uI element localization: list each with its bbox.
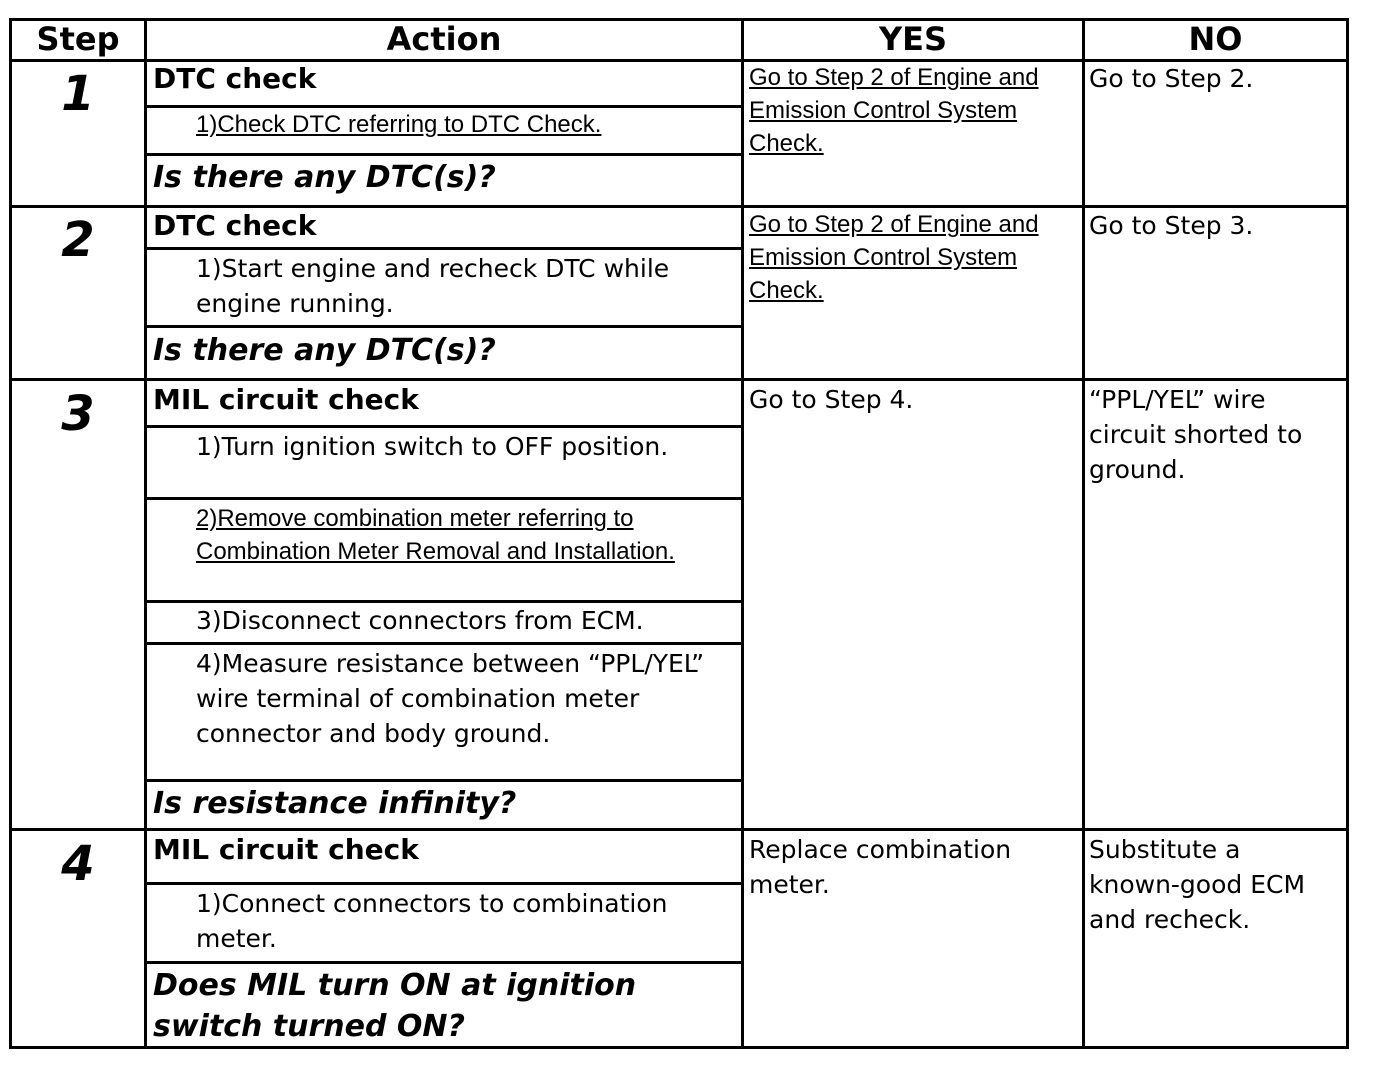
no-action: Go to Step 2. [1089, 64, 1254, 93]
step-title: DTC check [153, 62, 317, 95]
column-divider [144, 18, 147, 1049]
step-question: Is there any DTC(s)? [153, 160, 496, 195]
substep: 3)Disconnect connectors from ECM. [196, 606, 644, 635]
no-action: Go to Step 3. [1089, 211, 1254, 240]
yes-action: Go to Step 4. [749, 385, 914, 414]
header-action: Action [386, 20, 502, 58]
header-yes: YES [878, 20, 948, 58]
step-title: MIL circuit check [153, 833, 419, 866]
step-question: Is resistance infinity? [153, 786, 517, 821]
action-divider [144, 779, 744, 782]
step-number: 4 [61, 836, 95, 892]
substep: 1)Turn ignition switch to OFF position. [196, 432, 669, 461]
no-action: “PPL/YEL” wire circuit shorted to ground. [1089, 385, 1303, 484]
action-divider [144, 153, 744, 156]
action-divider [144, 247, 744, 250]
header-no: NO [1188, 20, 1243, 58]
yes-action: Replace combination meter. [749, 835, 1012, 899]
step-number: 1 [61, 66, 95, 122]
step-title: MIL circuit check [153, 383, 419, 416]
substep-link[interactable]: 2)Remove combination meter referring to Combination Meter Removal and Installation. [196, 505, 675, 565]
no-action: Substitute a known-good ECM and recheck. [1089, 835, 1306, 934]
action-divider [144, 497, 744, 500]
yes-link[interactable]: Go to Step 2 of Engine and Emission Control System Check. [749, 64, 1039, 157]
substep-link[interactable]: 1)Check DTC referring to DTC Check. [196, 111, 602, 138]
substep: 1)Start engine and recheck DTC while engine running. [196, 254, 670, 318]
action-divider [144, 425, 744, 428]
substep: 1)Connect connectors to combination meter. [196, 889, 668, 953]
step-number: 3 [61, 386, 95, 442]
substep: 4)Measure resistance between “PPL/YEL” wire terminal of combination meter connector and body ground. [196, 649, 705, 748]
action-divider [144, 882, 744, 885]
action-divider [144, 961, 744, 964]
step-number: 2 [61, 212, 95, 268]
row-divider [9, 828, 1349, 831]
column-divider [741, 18, 744, 1049]
action-divider [144, 642, 744, 645]
step-question: Is there any DTC(s)? [153, 333, 496, 368]
yes-link[interactable]: Go to Step 2 of Engine and Emission Control System Check. [749, 211, 1039, 304]
step-question: Does MIL turn ON at ignition switch turned ON? [153, 968, 637, 1044]
column-divider [1082, 18, 1085, 1049]
header-step: Step [36, 20, 120, 58]
step-title: DTC check [153, 209, 317, 242]
row-divider [9, 378, 1349, 381]
action-divider [144, 325, 744, 328]
